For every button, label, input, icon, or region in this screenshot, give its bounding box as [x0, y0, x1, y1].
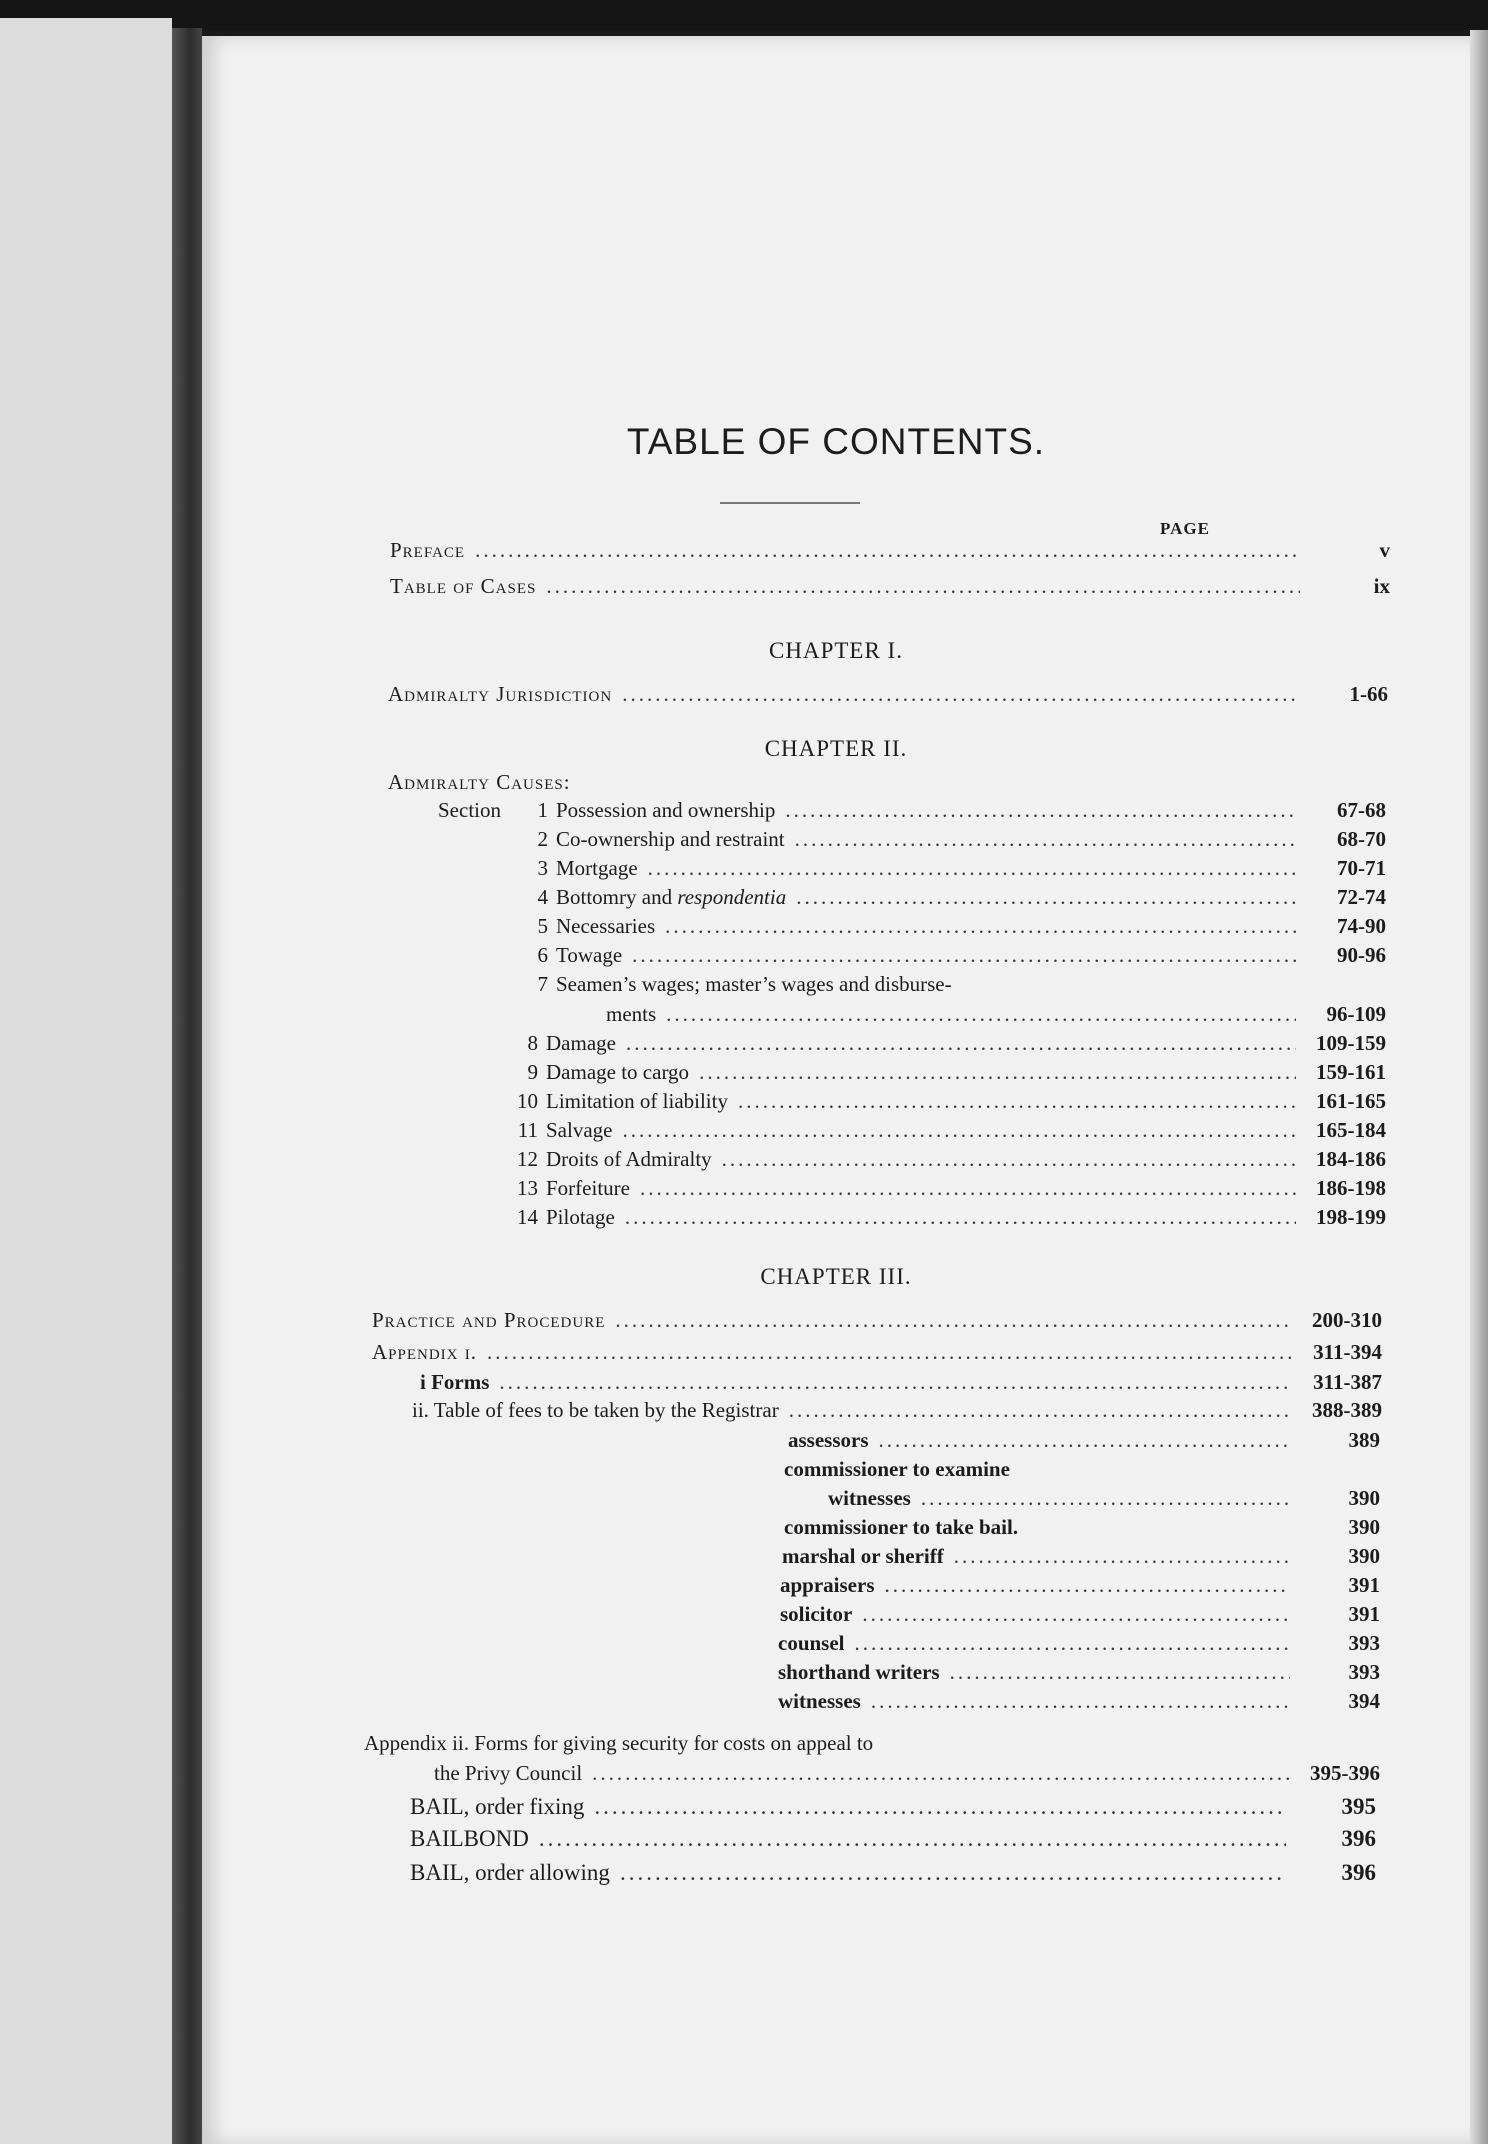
fee-item-continued: witnesses ..... 390 [828, 1486, 1380, 1511]
section-entry: 7 Seamen’s wages; master’s wages and disburse- [537, 972, 952, 996]
toc-entry-forms: i Forms ..... 311-387 [420, 1370, 1382, 1395]
table-of-contents [202, 36, 1470, 2144]
section-entry-continued: ments ..... 96-109 [518, 1002, 1386, 1027]
book-page [202, 36, 1470, 2144]
right-page-edge [1470, 30, 1488, 2144]
fee-item: witnesses ..... 394 [778, 1689, 1380, 1714]
section-entry: 9 Damage to cargo ..... 159-161 [508, 1060, 1386, 1085]
fee-item: commissioner to take bail. 390 [784, 1515, 1380, 1539]
chapter-heading-1: CHAPTER I. [769, 638, 903, 663]
admiralty-causes-heading: Admiralty Causes: [388, 770, 571, 794]
toc-entry-table-of-cases [390, 574, 1390, 599]
entry-page: ix [1373, 574, 1390, 598]
fee-item: solicitor ..... 391 [780, 1602, 1380, 1627]
toc-entry-appendix-1: Appendix i. ..... 311-394 [372, 1340, 1382, 1365]
entry-label: Preface [390, 538, 466, 562]
section-entry: 4 Bottomry and respondentia ..... 72-74 [518, 885, 1386, 910]
toc-entry-bailbond: BAILBOND ..... 396 [410, 1826, 1376, 1852]
toc-entry-fees: ii. Table of fees to be taken by the Registrar ..... 388-389 [412, 1398, 1382, 1423]
entry-label: Admiralty Jurisdiction [388, 682, 613, 706]
toc-entry-bail-fixing: BAIL, order fixing ..... 395 [410, 1794, 1376, 1820]
section-entry: 11 Salvage ..... 165-184 [508, 1118, 1386, 1143]
entry-page: v [1379, 538, 1390, 562]
section-word: Section [438, 798, 501, 822]
page-column-header: PAGE [1160, 519, 1210, 538]
section-entry: 13 Forfeiture ..... 186-198 [508, 1176, 1386, 1201]
fee-item: assessors ..... 389 [788, 1428, 1380, 1453]
section-entry: 3 Mortgage ..... 70-71 [518, 856, 1386, 881]
toc-entry-practice-procedure: Practice and Procedure ..... 200-310 [372, 1308, 1382, 1333]
fee-item: shorthand writers ..... 393 [778, 1660, 1380, 1685]
section-entry: 14 Pilotage ..... 198-199 [508, 1205, 1386, 1230]
entry-page: 1-66 [1349, 682, 1388, 706]
chapter-heading-3: CHAPTER III. [760, 1264, 912, 1289]
section-entry: 10 Limitation of liability ..... 161-165 [508, 1089, 1386, 1114]
section-entry: 8 Damage ..... 109-159 [508, 1031, 1386, 1056]
entry-label: Table of Cases [390, 574, 537, 598]
section-entry: 6 Towage ..... 90-96 [518, 943, 1386, 968]
toc-entry-preface [390, 538, 1390, 563]
section-entry: 1 Possession and ownership ..... 67-68 [518, 798, 1386, 823]
toc-entry-appendix-2-continued: the Privy Council ..... 395-396 [434, 1761, 1380, 1786]
section-entry: 2 Co-ownership and restraint ..... 68-70 [518, 827, 1386, 852]
fee-item: marshal or sheriff ..... 390 [782, 1544, 1380, 1569]
book-spine [172, 28, 202, 2144]
chapter-heading-2: CHAPTER II. [764, 736, 908, 761]
page-title: TABLE OF CONTENTS. [626, 421, 1046, 462]
toc-entry-appendix-2: Appendix ii. Forms for giving security for costs on appeal to [364, 1731, 874, 1755]
toc-entry-bail-allowing: BAIL, order allowing ..... 396 [410, 1860, 1376, 1886]
fee-item: appraisers ..... 391 [780, 1573, 1380, 1598]
scan-top-edge [0, 0, 1488, 30]
fee-item: counsel ..... 393 [778, 1631, 1380, 1656]
section-entry: 5 Necessaries ..... 74-90 [518, 914, 1386, 939]
section-entry: 12 Droits of Admiralty ..... 184-186 [508, 1147, 1386, 1172]
left-page-edge [0, 18, 172, 2144]
toc-entry-admiralty-jurisdiction [388, 682, 1388, 707]
fee-item: commissioner to examine [784, 1457, 1010, 1481]
